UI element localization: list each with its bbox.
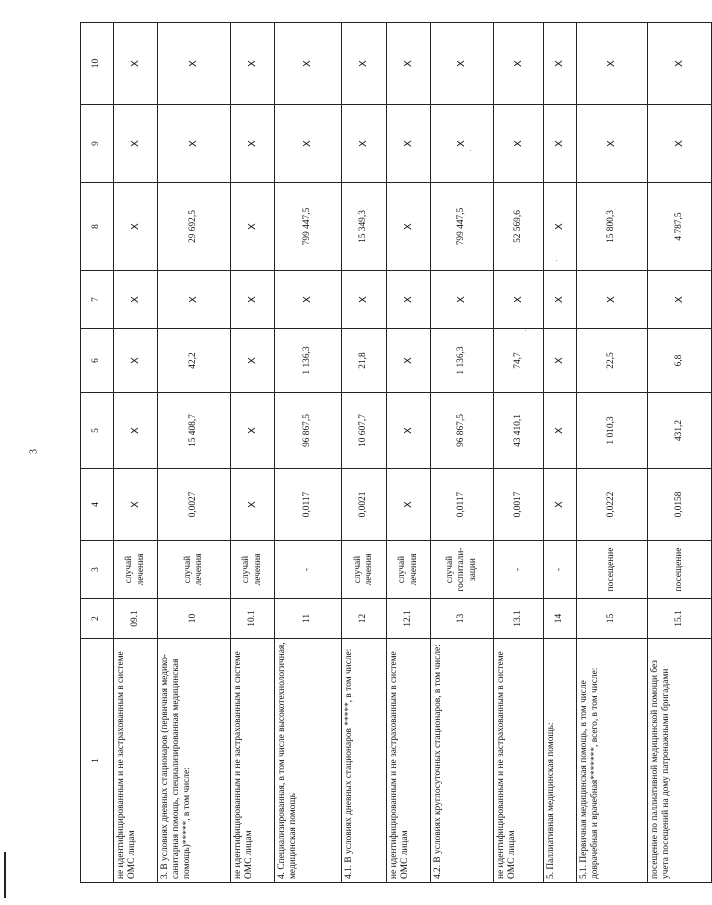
table-cell: 4 787,5	[648, 183, 712, 271]
table-cell: случай лечения	[158, 541, 231, 599]
table-row	[648, 23, 712, 883]
table-cell: X	[158, 271, 231, 329]
table-cell: X	[231, 105, 275, 183]
table-cell: X	[387, 393, 431, 469]
column-header: 5	[81, 393, 114, 469]
table-cell: X	[114, 271, 158, 329]
table-cell: 12	[342, 599, 387, 639]
page-number: 3	[28, 449, 40, 454]
table-cell: 0,0158	[648, 469, 712, 541]
table-cell: X	[158, 105, 231, 183]
table-header-row	[81, 23, 114, 883]
table-cell: X	[387, 469, 431, 541]
table-cell: X	[387, 271, 431, 329]
table-cell: 10	[158, 599, 231, 639]
table-cell: 799 447,5	[275, 183, 342, 271]
table-cell: X	[577, 105, 648, 183]
row-label-cell: 4.1. В условиях дневных стационаров *****, в том числе:	[342, 639, 387, 883]
column-header: 3	[81, 541, 114, 599]
scan-speck	[525, 330, 526, 331]
table-row	[431, 23, 494, 883]
table-cell: X	[544, 469, 577, 541]
table-cell: случай лечения	[387, 541, 431, 599]
table-cell: 10.1	[231, 599, 275, 639]
table-cell: X	[275, 23, 342, 105]
column-header: 2	[81, 599, 114, 639]
table-cell: X	[114, 183, 158, 271]
table-cell: X	[544, 393, 577, 469]
table-row	[114, 23, 158, 883]
table-cell: -	[275, 541, 342, 599]
table-cell: X	[114, 393, 158, 469]
table-cell: X	[158, 23, 231, 105]
table-cell: 10 607,7	[342, 393, 387, 469]
table-cell: X	[342, 105, 387, 183]
table-cell: 0,0027	[158, 469, 231, 541]
table-cell: X	[231, 469, 275, 541]
table-cell: X	[342, 271, 387, 329]
table-cell: X	[231, 183, 275, 271]
table-cell: X	[387, 23, 431, 105]
row-label-cell: 4.2. В условиях круглосуточных стационаров, в том числе:	[431, 639, 494, 883]
table-cell: 15 349,3	[342, 183, 387, 271]
table-cell: 0,0117	[275, 469, 342, 541]
table-cell: X	[231, 23, 275, 105]
table-cell: 15 800,3	[577, 183, 648, 271]
table-cell: X	[387, 105, 431, 183]
table-cell: 15	[577, 599, 648, 639]
column-header: 7	[81, 271, 114, 329]
data-table	[80, 22, 712, 883]
table-cell: 52 569,6	[494, 183, 544, 271]
table-row	[544, 23, 577, 883]
table-cell: X	[544, 105, 577, 183]
table-cell: 14	[544, 599, 577, 639]
table-row	[275, 23, 342, 883]
table-cell: 1 136,3	[275, 329, 342, 393]
table-row	[387, 23, 431, 883]
table-cell: X	[494, 271, 544, 329]
table-cell: X	[342, 23, 387, 105]
table-cell: 6,8	[648, 329, 712, 393]
table-cell: 74,7	[494, 329, 544, 393]
table-cell: 1 136,3	[431, 329, 494, 393]
table-row	[494, 23, 544, 883]
table-cell: X	[648, 105, 712, 183]
scan-edge-mark	[4, 852, 6, 898]
table-cell: X	[231, 329, 275, 393]
table-cell: 09.1	[114, 599, 158, 639]
table-cell: 0,0017	[494, 469, 544, 541]
table-cell: X	[494, 23, 544, 105]
table-cell: 1 010,3	[577, 393, 648, 469]
table-cell: X	[231, 271, 275, 329]
table-cell: 15.1	[648, 599, 712, 639]
table-cell: 96 867,5	[431, 393, 494, 469]
column-header: 9	[81, 105, 114, 183]
table-cell: X	[431, 105, 494, 183]
table-cell: X	[544, 23, 577, 105]
table-cell: посещение	[648, 541, 712, 599]
column-header: 10	[81, 23, 114, 105]
table-cell: 12.1	[387, 599, 431, 639]
table-cell: 21,8	[342, 329, 387, 393]
table-cell: X	[577, 271, 648, 329]
table-row	[342, 23, 387, 883]
table-cell: X	[544, 271, 577, 329]
table-cell: X	[387, 329, 431, 393]
table-cell: X	[275, 105, 342, 183]
table-cell: посещение	[577, 541, 648, 599]
scan-speck	[556, 260, 557, 261]
table-cell: X	[114, 329, 158, 393]
table-cell: 42,2	[158, 329, 231, 393]
table-cell: 96 867,5	[275, 393, 342, 469]
table-cell: X	[648, 23, 712, 105]
table-cell: X	[114, 469, 158, 541]
table-cell: X	[431, 271, 494, 329]
table-cell: X	[275, 271, 342, 329]
table-cell: 22,5	[577, 329, 648, 393]
table-cell: случай госпитали-зации	[431, 541, 494, 599]
table-cell: X	[648, 271, 712, 329]
table-cell: X	[387, 183, 431, 271]
table-row	[231, 23, 275, 883]
row-label-cell: не идентифицированным и не застрахованным в системе ОМС лицам	[387, 639, 431, 883]
table-cell: 13	[431, 599, 494, 639]
table-cell: 0,0117	[431, 469, 494, 541]
table-cell: случай лечения	[342, 541, 387, 599]
row-label-cell: не идентифицированным и не застрахованным в системе ОМС лицам	[494, 639, 544, 883]
column-header: 1	[81, 639, 114, 883]
row-label-cell: 4. Специализированная, в том числе высокотехнологичная, медицинская помощь	[275, 639, 342, 883]
column-header: 8	[81, 183, 114, 271]
rotated-table-container	[80, 23, 685, 883]
table-cell: 0,0222	[577, 469, 648, 541]
table-cell: 431,2	[648, 393, 712, 469]
table-row	[577, 23, 648, 883]
row-label-cell: 5. Паллиативная медицинская помощь:	[544, 639, 577, 883]
table-cell: 0,0021	[342, 469, 387, 541]
table-cell: 11	[275, 599, 342, 639]
row-label-cell: посещение по паллиативной медицинской помощи без учета посещений на дому патронажными бригадами	[648, 639, 712, 883]
table-cell: 43 410,1	[494, 393, 544, 469]
table-cell: X	[231, 393, 275, 469]
row-label-cell: 3. В условиях дневных стационаров (первичная медико-санитарная помощь, специализированная медицинская помощь)*****, в том числе:	[158, 639, 231, 883]
table-row	[158, 23, 231, 883]
row-label-cell: 5.1. Первичная медицинская помощь, в том числе доврачебная и врачебная*******, всего, в том числе:	[577, 639, 648, 883]
table-cell: X	[577, 23, 648, 105]
table-cell: 29 692,5	[158, 183, 231, 271]
table-cell: X	[544, 183, 577, 271]
table-cell: 13.1	[494, 599, 544, 639]
table-cell: X	[114, 105, 158, 183]
table-cell: -	[494, 541, 544, 599]
column-header: 4	[81, 469, 114, 541]
table-cell: X	[544, 329, 577, 393]
row-label-cell: не идентифицированным и не застрахованным в системе ОМС лицам	[231, 639, 275, 883]
table-cell: -	[544, 541, 577, 599]
table-cell: X	[494, 105, 544, 183]
table-cell: X	[114, 23, 158, 105]
table-cell: 799 447,5	[431, 183, 494, 271]
table-cell: случай лечения	[231, 541, 275, 599]
row-label-cell: не идентифицированным и не застрахованным в системе ОМС лицам	[114, 639, 158, 883]
table-cell: X	[431, 23, 494, 105]
column-header: 6	[81, 329, 114, 393]
table-cell: случай лечения	[114, 541, 158, 599]
scan-speck	[470, 150, 471, 151]
table-cell: 15 408,7	[158, 393, 231, 469]
